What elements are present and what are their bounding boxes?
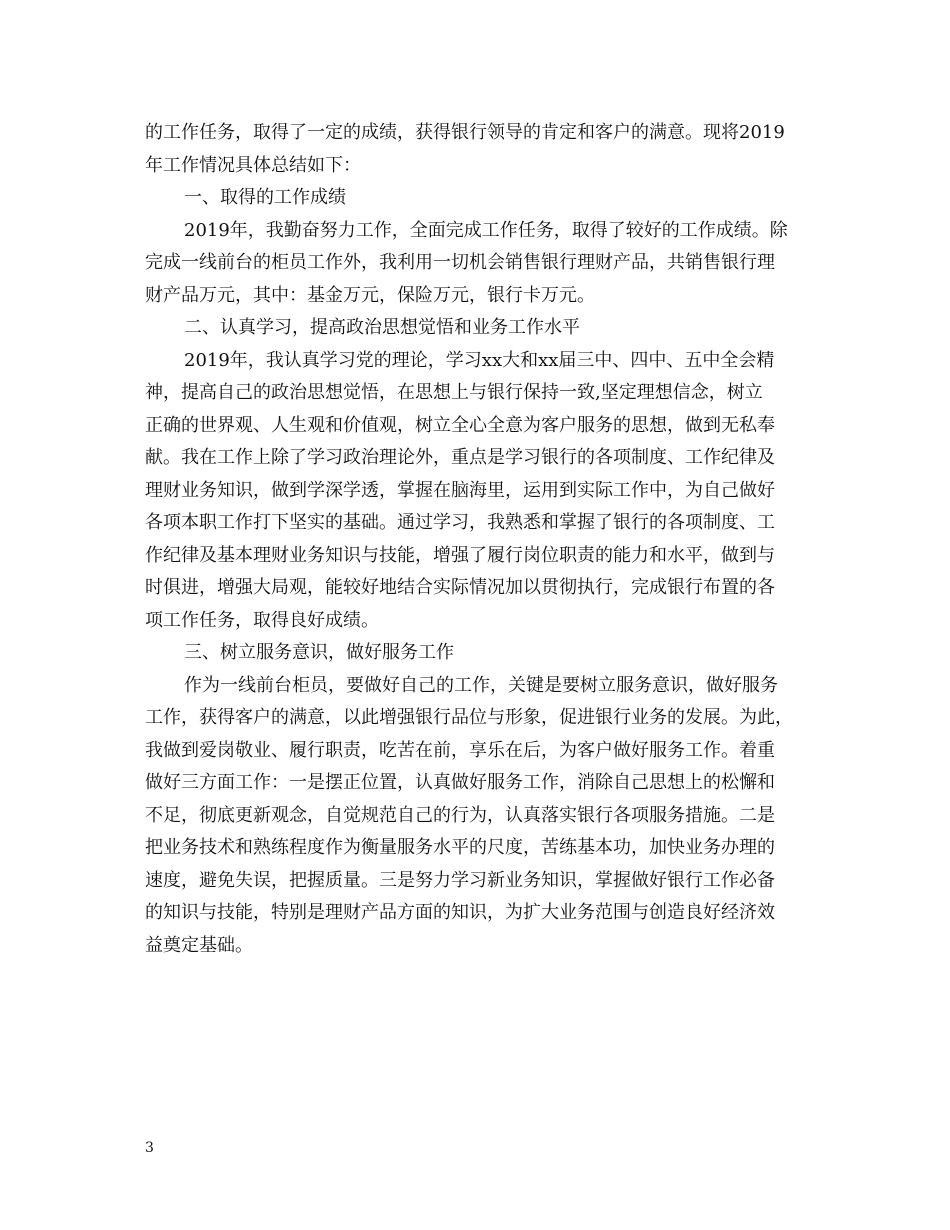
page-number: 3	[145, 1140, 154, 1156]
text-line: 一、取得的工作成绩	[184, 187, 346, 208]
text-line: 的知识与技能，特别是理财产品方面的知识，为扩大业务范围与创造良好经济效	[145, 902, 775, 923]
text-line: 不足，彻底更新观念，自觉规范自己的行为，认真落实银行各项服务措施。二是	[145, 804, 775, 826]
text-line: 2019年，我勤奋努力工作，全面完成工作任务，取得了较好的工作成绩。除	[184, 219, 788, 241]
text-line: 完成一线前台的柜员工作外，我利用一切机会销售银行理财产品，共销售银行理	[145, 252, 775, 273]
text-line: 财产品万元，其中：基金万元，保险万元，银行卡万元。	[145, 284, 595, 306]
text-line: 神，提高自己的政治思想觉悟，在思想上与银行保持一致,坚定理想信念，树立	[145, 382, 763, 403]
document-body	[145, 117, 810, 962]
text-line: 把业务技术和熟练程度作为衡量服务水平的尺度，苦练基本功，加快业务办理的	[145, 837, 775, 858]
text-line: 各项本职工作打下坚实的基础。通过学习，我熟悉和掌握了银行的各项制度、工	[145, 512, 775, 533]
text-line: 的工作任务，取得了一定的成绩，获得银行领导的肯定和客户的满意。现将2019	[145, 122, 785, 143]
text-line: 年工作情况具体总结如下：	[145, 154, 361, 176]
text-line: 项工作任务，取得良好成绩。	[145, 609, 379, 631]
text-line: 正确的世界观、人生观和价值观，树立全心全意为客户服务的思想，做到无私奉	[145, 414, 775, 436]
text-line: 献。我在工作上除了学习政治理论外，重点是学习银行的各项制度、工作纪律及	[145, 447, 775, 468]
text-line: 三、树立服务意识，做好服务工作	[184, 642, 454, 663]
text-line: 速度，避免失误，把握质量。三是努力学习新业务知识，掌握做好银行工作必备	[145, 869, 775, 891]
text-line: 益奠定基础。	[145, 934, 253, 956]
text-line: 做好三方面工作：一是摆正位置，认真做好服务工作，消除自己思想上的松懈和	[145, 772, 775, 793]
text-line: 我做到爱岗敬业、履行职责，吃苦在前，享乐在后，为客户做好服务工作。着重	[145, 739, 775, 761]
text-line: 时俱进，增强大局观，能较好地结合实际情况加以贯彻执行，完成银行布置的各	[145, 577, 775, 598]
text-line: 作为一线前台柜员，要做好自己的工作，关键是要树立服务意识，做好服务	[184, 674, 778, 696]
text-line: 2019年，我认真学习党的理论，学习xx大和xx届三中、四中、五中全会精	[184, 349, 775, 371]
text-line: 工作，获得客户的满意，以此增强银行品位与形象，促进银行业务的发展。为此，	[145, 707, 793, 728]
text-line: 作纪律及基本理财业务知识与技能，增强了履行岗位职责的能力和水平，做到与	[145, 544, 775, 566]
text-line: 二、认真学习，提高政治思想觉悟和业务工作水平	[184, 317, 580, 338]
text-line: 理财业务知识，做到学深学透，掌握在脑海里，运用到实际工作中，为自己做好	[145, 479, 775, 501]
